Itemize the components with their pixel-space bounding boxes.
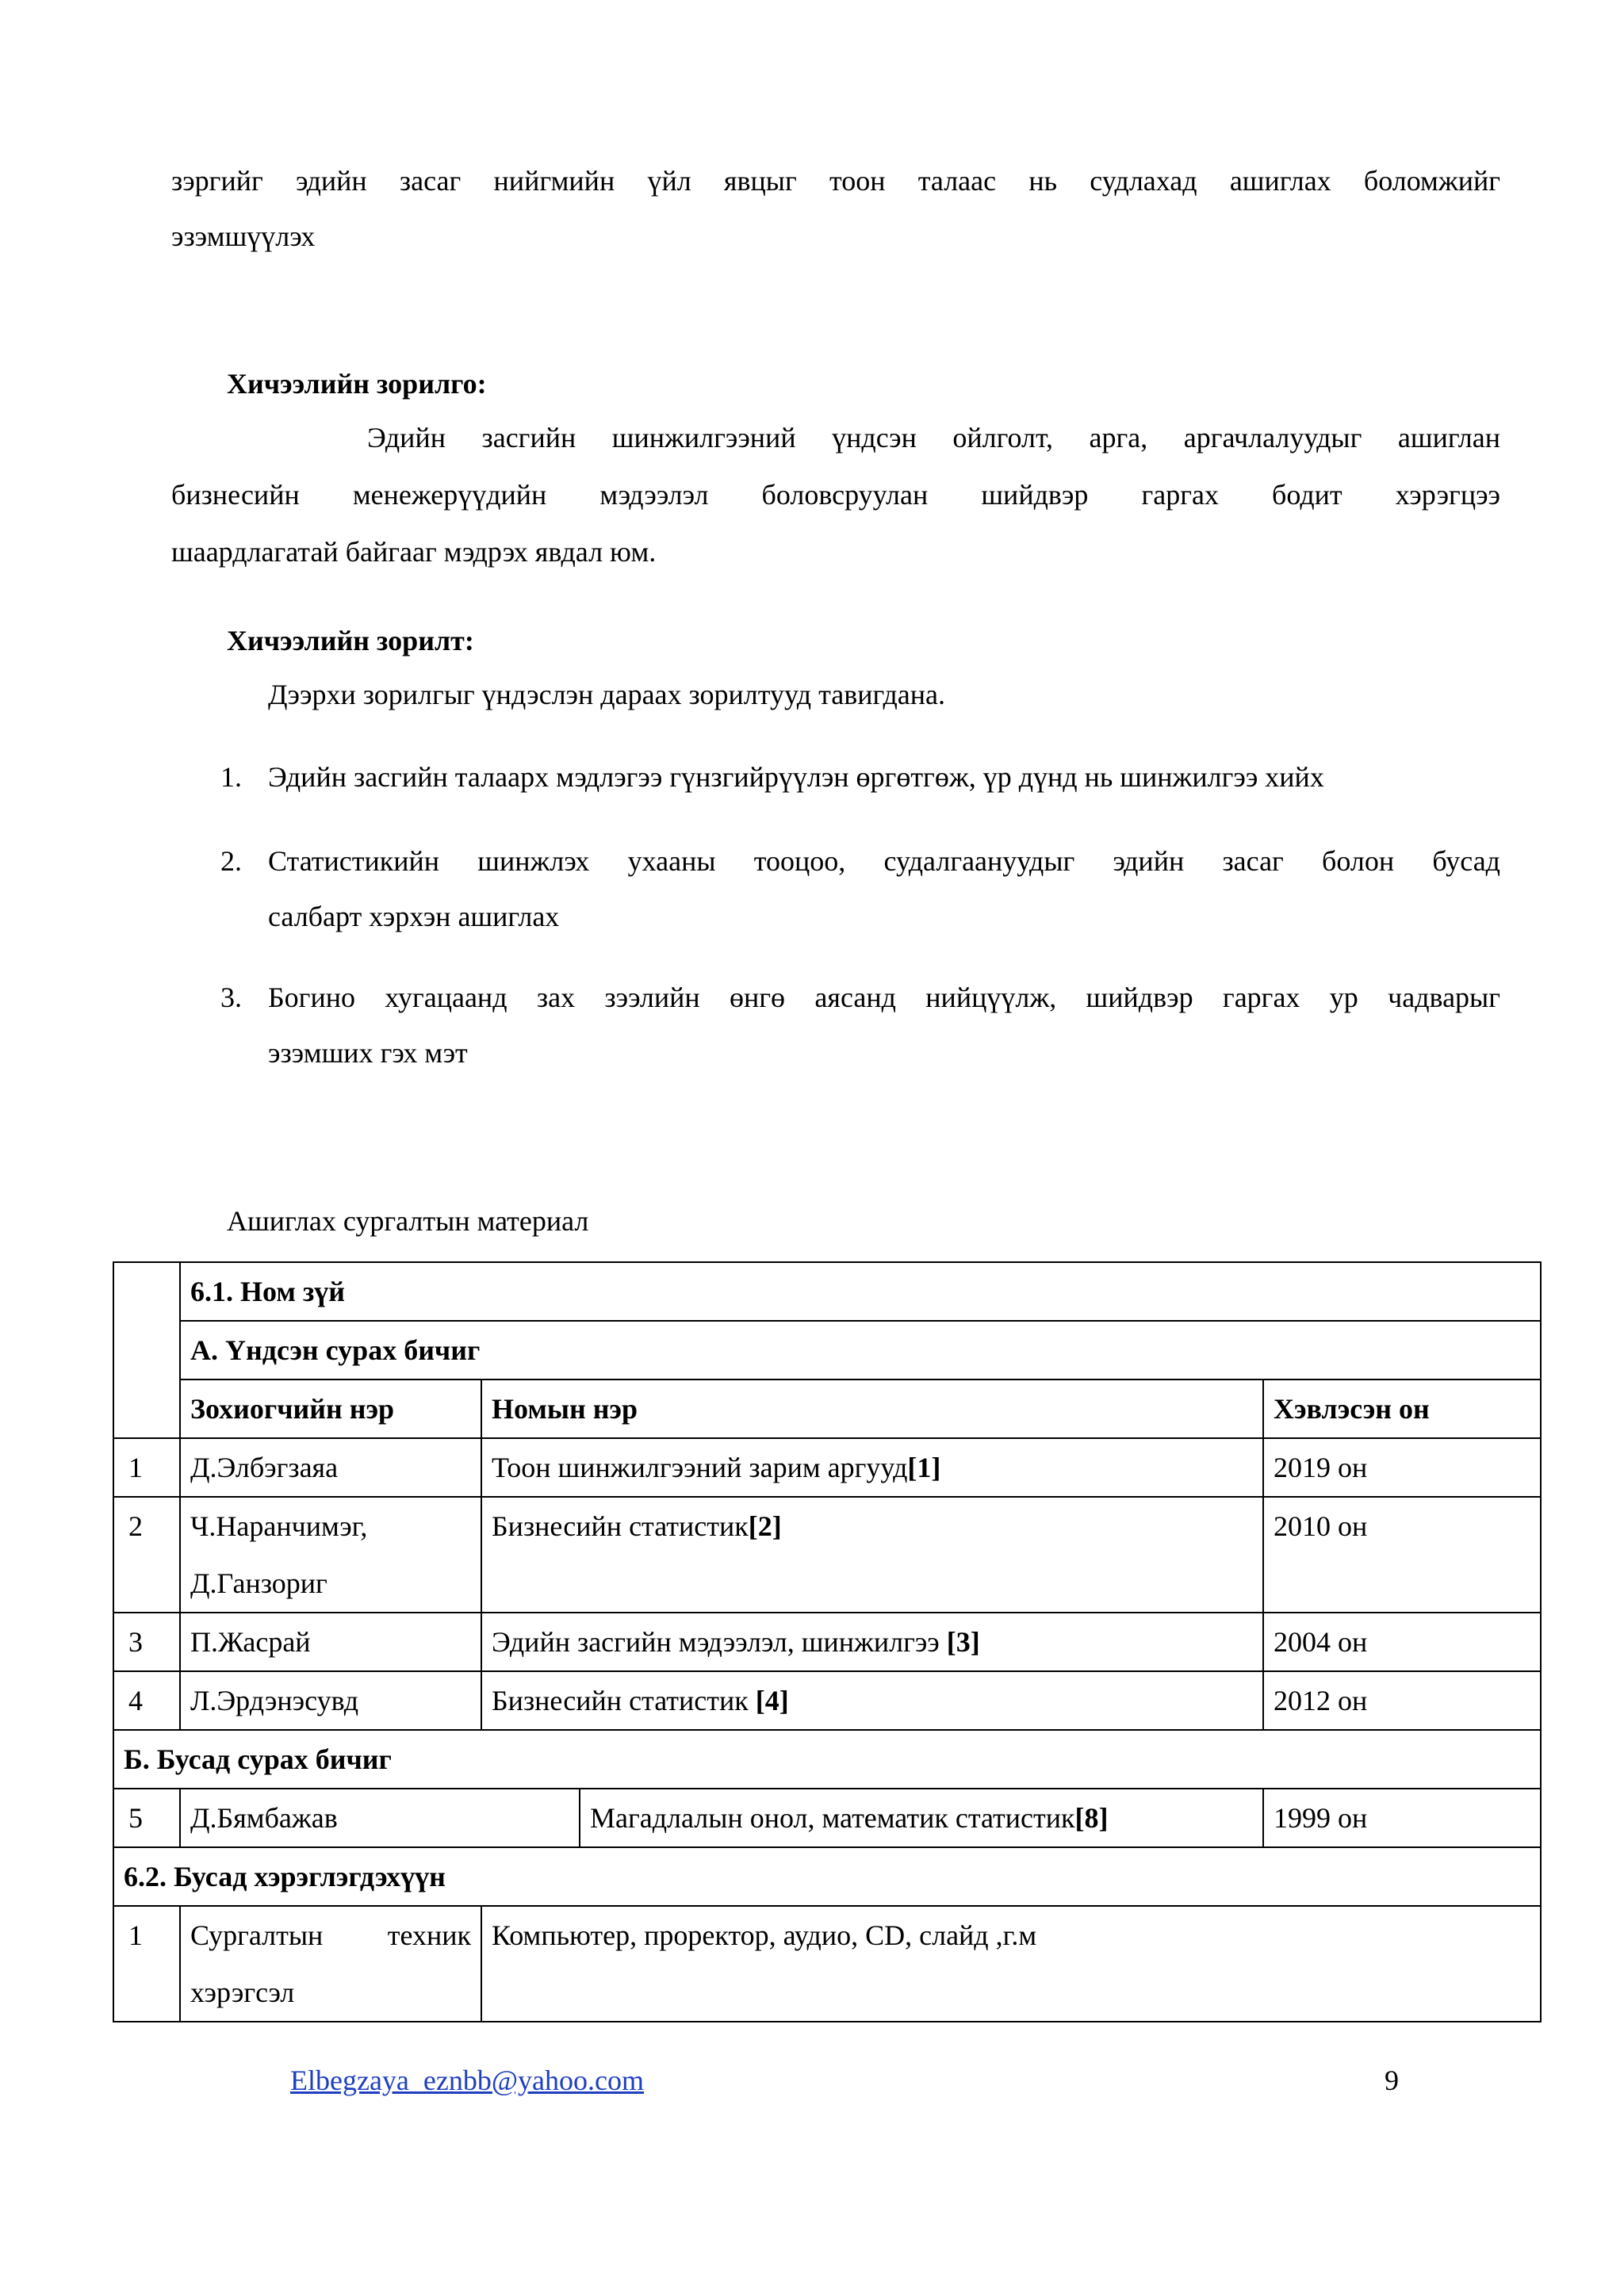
book-year: 2010 он	[1263, 1497, 1541, 1613]
book-author: П.Жасрай	[180, 1613, 481, 1671]
table-row	[113, 1262, 1541, 1321]
goal-line-2: бизнесийн менежерүүдийн мэдээлэл боловсруулан шийдвэр гаргах бодит хэрэгцээ	[171, 479, 1500, 511]
row-number: 1	[113, 1438, 180, 1497]
intro-line-1: зэргийг эдийн засаг нийгмийн үйл явцыг тоон талаас нь судлахад ашиглах боломжийг	[171, 165, 1500, 197]
table-header-row	[113, 1380, 1541, 1438]
book-reference: [4]	[755, 1685, 789, 1716]
book-reference: [2]	[748, 1510, 782, 1542]
book-year: 2012 он	[1263, 1671, 1541, 1730]
book-title: Эдийн засгийн мэдээлэл, шинжилгээ	[492, 1626, 947, 1658]
book-reference: [8]	[1074, 1802, 1109, 1834]
equipment-label: Сургалтын техник	[190, 1919, 471, 1951]
book-title: Бизнесийн статистик	[492, 1685, 756, 1716]
book-title-cell	[481, 1613, 1263, 1671]
book-author: Ч.Наранчимэг,	[190, 1510, 368, 1542]
equipment-label-cell	[180, 1906, 481, 2022]
table-row	[113, 1613, 1541, 1671]
row-number: 2	[113, 1497, 180, 1613]
page-number: 9	[1385, 2064, 1399, 2096]
objectives-heading: Хичээлийн зорилт:	[227, 625, 474, 656]
book-title-cell	[481, 1497, 1263, 1613]
goal-heading: Хичээлийн зорилго:	[227, 368, 487, 400]
objectives-intro: Дээрхи зорилгыг үндэслэн дараах зорилтууд тавигдана.	[268, 679, 945, 710]
objective-1-text: Эдийн засгийн талаарх мэдлэгээ гүнзгийрүүлэн өргөтгөж, үр дүнд нь шинжилгээ хийх	[268, 761, 1324, 793]
book-title: Тоон шинжилгээний зарим аргууд	[492, 1452, 908, 1483]
goal-line-1: Эдийн засгийн шинжилгээний үндсэн ойлголт, арга, аргачлалуудыг ашиглан	[367, 422, 1500, 453]
book-title: Бизнесийн статистик	[492, 1510, 749, 1542]
table-row	[113, 1847, 1541, 1906]
row-number: 5	[113, 1789, 180, 1847]
footer-email-link[interactable]: Elbegzaya_eznbb@yahoo.com	[290, 2064, 644, 2096]
table-row	[113, 1671, 1541, 1730]
book-year: 2019 он	[1263, 1438, 1541, 1497]
objective-1-number: 1.	[220, 761, 242, 793]
book-coauthor: Д.Ганзориг	[190, 1567, 327, 1599]
table-row	[113, 1497, 1541, 1613]
table-row	[113, 1789, 1541, 1847]
row-number: 1	[113, 1906, 180, 2022]
blank-corner-cell	[113, 1262, 180, 1438]
column-header-title: Номын нэр	[481, 1380, 1263, 1438]
column-header-year: Хэвлэсэн он	[1263, 1380, 1541, 1438]
materials-table	[113, 1261, 1542, 2022]
intro-line-2: эзэмшүүлэх	[171, 220, 316, 252]
row-number: 4	[113, 1671, 180, 1730]
book-year: 1999 он	[1263, 1789, 1541, 1847]
materials-caption: Ашиглах сургалтын материал	[227, 1205, 589, 1237]
other-materials-heading: 6.2. Бусад хэрэглэгдэхүүн	[113, 1847, 1541, 1906]
table-row	[113, 1730, 1541, 1789]
objective-3-number: 3.	[220, 982, 242, 1013]
table-row	[113, 1906, 1541, 2022]
book-author-cell	[180, 1497, 481, 1613]
book-year: 2004 он	[1263, 1613, 1541, 1671]
book-reference: [1]	[907, 1452, 941, 1483]
main-books-heading: А. Үндсэн сурах бичиг	[180, 1321, 1541, 1380]
table-row	[113, 1438, 1541, 1497]
book-title: Магадлалын онол, математик статистик	[590, 1802, 1075, 1834]
equipment-value: Компьютер, проректор, аудио, CD, слайд ,г.м	[481, 1906, 1541, 2022]
objective-2-text: Статистикийн шинжлэх ухааны тооцоо, судалгаануудыг эдийн засаг болон бусад	[268, 845, 1500, 877]
book-title-cell	[481, 1671, 1263, 1730]
other-books-heading: Б. Бусад сурах бичиг	[113, 1730, 1541, 1789]
book-title-cell	[481, 1438, 1263, 1497]
row-number: 3	[113, 1613, 180, 1671]
book-author: Л.Эрдэнэсувд	[180, 1671, 481, 1730]
section-books-heading: 6.1. Ном зүй	[180, 1262, 1541, 1321]
objective-2-text-cont: салбарт хэрхэн ашиглах	[268, 901, 560, 932]
table-row	[113, 1321, 1541, 1380]
objective-3-text: Богино хугацаанд зах зээлийн өнгө аясанд нийцүүлж, шийдвэр гаргах ур чадварыг	[268, 982, 1500, 1013]
book-title-cell	[580, 1789, 1263, 1847]
objective-2-number: 2.	[220, 845, 242, 877]
book-author: Д.Элбэгзаяа	[180, 1438, 481, 1497]
equipment-label-cont: хэрэгсэл	[190, 1976, 295, 2008]
column-header-author: Зохиогчийн нэр	[180, 1380, 481, 1438]
book-reference: [3]	[946, 1626, 980, 1658]
goal-line-3: шаардлагатай байгааг мэдрэх явдал юм.	[171, 536, 657, 568]
objective-3-text-cont: эзэмших гэх мэт	[268, 1037, 468, 1069]
book-author: Д.Бямбажав	[180, 1789, 580, 1847]
